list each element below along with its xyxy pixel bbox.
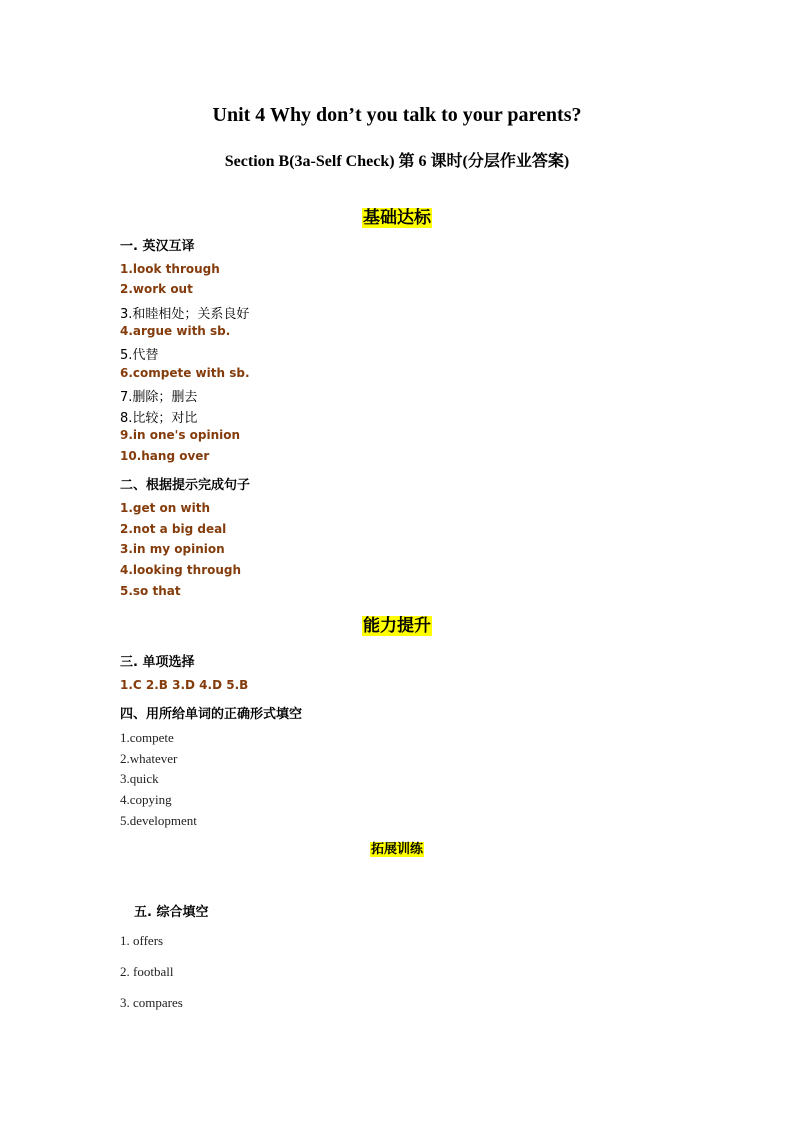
section2-item: 2.not a big deal [120,522,227,536]
section4-item: 5.development [120,813,197,828]
section1-item: 6.compete with sb. [120,366,250,380]
section5-item: 3. compares [120,995,183,1010]
page-title: Unit 4 Why don’t you talk to your parents? [212,104,582,126]
section5-item: 2. football [120,964,174,979]
band-basic [0,203,794,228]
section4-item: 2.whatever [120,751,178,766]
section2-item: 1.get on with [120,501,210,515]
section5-item: 1. offers [120,933,164,948]
section1-item: 1.look through [120,262,220,276]
band-ability [0,611,794,636]
section4-item: 3.quick [120,771,159,786]
section2-item: 5.so that [120,584,181,598]
section1-item: 3.和睦相处；关系良好 [120,307,250,322]
section2-item: 4.looking through [120,563,242,577]
section1-item: 5.代替 [120,348,159,363]
section1-item: 8.比较；对比 [120,411,198,426]
section4-heading: 四、用所给单词的正确形式填空 [120,707,303,722]
page-subtitle: Section B(3a-Self Check) 第 6 课时(分层作业答案) [224,153,570,170]
section2-item: 3.in my opinion [120,542,225,556]
section1-item: 7.删除；删去 [120,390,198,405]
band-ability-label: 能力提升 [363,616,431,636]
section3-answer: 1.C 2.B 3.D 4.D 5.B [120,678,249,692]
section3-heading: 三. 单项选择 [120,655,195,670]
section2-heading: 二、根据提示完成句子 [120,478,251,493]
section1-item: 10.hang over [120,449,210,463]
band-extension [0,838,794,857]
section1-heading: 一. 英汉互译 [120,239,195,254]
section1-item: 9.in one's opinion [120,428,241,442]
section4-item: 4.copying [120,792,172,807]
section4-item: 1.compete [120,730,174,745]
band-basic-label: 基础达标 [363,208,431,228]
section1-item: 2.work out [120,282,193,296]
section1-item: 4.argue with sb. [120,324,231,338]
section5-heading: 五. 综合填空 [134,905,209,920]
band-extension-label: 拓展训练 [370,842,423,857]
